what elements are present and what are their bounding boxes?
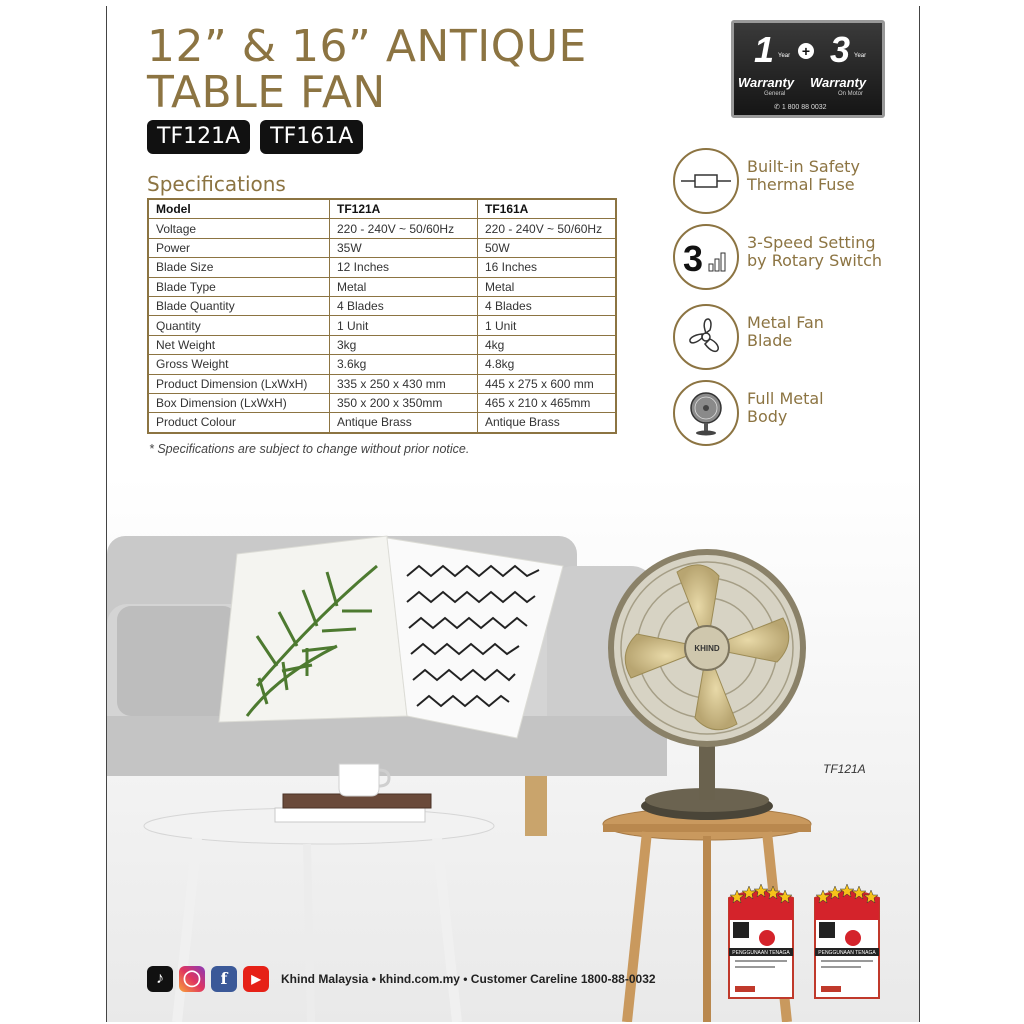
feature-thermal-fuse: [673, 148, 913, 214]
youtube-icon[interactable]: ▶: [243, 966, 269, 992]
spec-label-cell: Blade Type: [148, 277, 330, 296]
speed-3-icon: [673, 224, 739, 290]
spec-value-cell: 4.8kg: [478, 355, 617, 374]
model-tag-tf161a: TF161A: [260, 120, 363, 154]
spec-value-cell: 3kg: [330, 335, 478, 354]
feature-line: Blade: [747, 331, 793, 350]
feature-3-speed: [673, 224, 913, 290]
warranty-phone: ✆ 1 800 88 0032: [774, 104, 827, 111]
footer: [147, 966, 656, 992]
title-line-1: 12” & 16” ANTIQUE: [147, 21, 587, 72]
spec-value-cell: 4 Blades: [330, 296, 478, 315]
leaf-pillow: [219, 536, 407, 722]
spec-label-cell: Voltage: [148, 219, 330, 238]
spec-row: [148, 355, 616, 374]
instagram-icon[interactable]: ◯: [179, 966, 205, 992]
photo-caption: TF121A: [823, 762, 866, 776]
spec-value-cell: 465 x 210 x 465mm: [478, 393, 617, 412]
spec-row: [148, 413, 616, 433]
spec-label-cell: Power: [148, 238, 330, 257]
energy-label: [809, 882, 885, 1002]
spec-label-cell: Quantity: [148, 316, 330, 335]
feature-text: [747, 158, 860, 194]
footer-text: Khind Malaysia • khind.com.my • Customer Careline 1800-88-0032: [281, 972, 656, 986]
feature-text: [747, 390, 824, 426]
spec-value-cell: Metal: [330, 277, 478, 296]
page-title: [147, 21, 587, 118]
spec-label-cell: Product Colour: [148, 413, 330, 433]
spec-value-cell: 35W: [330, 238, 478, 257]
spec-label-cell: Product Dimension (LxWxH): [148, 374, 330, 393]
fan-blade-icon: [673, 304, 739, 370]
model-tags: [147, 120, 363, 154]
spec-row: [148, 335, 616, 354]
feature-line: Thermal Fuse: [747, 175, 855, 194]
warranty-general-sub: General: [764, 91, 786, 97]
spec-value-cell: 1 Unit: [478, 316, 617, 335]
fuse-icon: [673, 148, 739, 214]
spec-table-body: [148, 219, 616, 433]
spec-header-cell: Model: [148, 199, 330, 219]
spec-header-cell: TF161A: [478, 199, 617, 219]
feature-line: Built-in Safety: [747, 157, 860, 176]
facebook-icon[interactable]: f: [211, 966, 237, 992]
metal-fan-body-icon: [673, 380, 739, 446]
speed-number: 3: [683, 238, 704, 279]
energy-label-title: PENGGUNAAN TENAGA: [818, 950, 876, 956]
spec-value-cell: 4kg: [478, 335, 617, 354]
warranty-motor-years: 3: [830, 29, 851, 70]
spec-value-cell: 16 Inches: [478, 258, 617, 277]
feature-line: by Rotary Switch: [747, 251, 883, 270]
spec-value-cell: 4 Blades: [478, 296, 617, 315]
warranty-motor-sub: On Motor: [838, 91, 864, 97]
spec-label-cell: Blade Size: [148, 258, 330, 277]
spec-value-cell: 335 x 250 x 430 mm: [330, 374, 478, 393]
spec-value-cell: 220 - 240V ~ 50/60Hz: [330, 219, 478, 238]
plus-icon: +: [798, 43, 814, 59]
energy-label-title: PENGGUNAAN TENAGA: [732, 950, 790, 956]
spec-heading: Specifications: [147, 172, 286, 196]
spec-row: [148, 238, 616, 257]
warranty-phone-number: 1 800 88 0032: [781, 104, 827, 111]
feature-line: 3-Speed Setting: [747, 233, 876, 252]
spec-header-cell: TF121A: [330, 199, 478, 219]
feature-metal-body: [673, 380, 913, 446]
spec-value-cell: 50W: [478, 238, 617, 257]
spec-value-cell: Metal: [478, 277, 617, 296]
spec-value-cell: 445 x 275 x 600 mm: [478, 374, 617, 393]
spec-row: [148, 393, 616, 412]
spec-value-cell: Antique Brass: [330, 413, 478, 433]
spec-row: [148, 277, 616, 296]
feature-line: Full Metal: [747, 389, 824, 408]
spec-table: [147, 198, 617, 434]
spec-label-cell: Box Dimension (LxWxH): [148, 393, 330, 412]
product-sheet: [106, 6, 920, 1022]
spec-value-cell: 220 - 240V ~ 50/60Hz: [478, 219, 617, 238]
feature-line: Body: [747, 407, 788, 426]
feature-line: Metal Fan: [747, 313, 824, 332]
tiktok-icon[interactable]: ♪: [147, 966, 173, 992]
spec-label-cell: Net Weight: [148, 335, 330, 354]
warranty-year-word: Year: [854, 53, 867, 59]
spec-row: [148, 296, 616, 315]
model-tag-tf121a: TF121A: [147, 120, 250, 154]
spec-value-cell: 350 x 200 x 350mm: [330, 393, 478, 412]
spec-value-cell: Antique Brass: [478, 413, 617, 433]
feature-text: [747, 314, 824, 350]
spec-value-cell: 12 Inches: [330, 258, 478, 277]
fan-brand-logo: KHIND: [694, 644, 720, 653]
energy-label: [723, 882, 799, 1002]
spec-row: [148, 374, 616, 393]
spec-note: * Specifications are subject to change without prior notice.: [149, 442, 470, 456]
spec-label-cell: Blade Quantity: [148, 296, 330, 315]
spec-header-row: [148, 199, 616, 219]
feature-metal-blade: [673, 304, 913, 370]
spec-value-cell: 1 Unit: [330, 316, 478, 335]
feature-text: [747, 234, 882, 270]
title-line-2: TABLE FAN: [147, 67, 386, 118]
warranty-general-years: 1: [754, 29, 775, 70]
spec-row: [148, 316, 616, 335]
spec-label-cell: Gross Weight: [148, 355, 330, 374]
warranty-label: Warranty: [810, 75, 867, 90]
spec-row: [148, 219, 616, 238]
spec-row: [148, 258, 616, 277]
warranty-badge: [731, 20, 885, 118]
spec-value-cell: 3.6kg: [330, 355, 478, 374]
warranty-year-word: Year: [778, 53, 791, 59]
warranty-label: Warranty: [738, 75, 795, 90]
